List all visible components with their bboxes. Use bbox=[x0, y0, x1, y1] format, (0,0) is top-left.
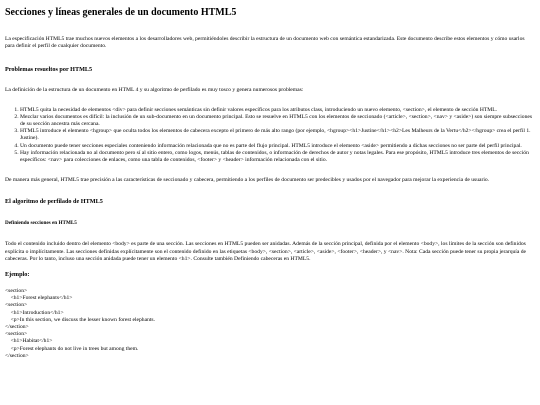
defining-sections-heading: Definiendo secciones en HTML5 bbox=[5, 220, 77, 227]
code-line: <section> bbox=[5, 302, 28, 309]
code-line: </section> bbox=[5, 352, 29, 359]
example-heading: Ejemplo: bbox=[5, 271, 30, 279]
problems-list bbox=[5, 107, 534, 165]
problems-intro-paragraph: La definición de la estructura de un documento en HTML 4 y su algoritmo de perfilado es muy tosco y genera numerosos problemas: bbox=[5, 87, 304, 94]
problems-heading: Problemas resueltos por HTML5 bbox=[5, 66, 93, 74]
code-line: <h1>Introduction</h1> bbox=[5, 309, 64, 316]
summary-paragraph: De manera más general, HTML5 trae precisión a las características de seccionado y cabecera, permitiendo a los perfiles de documento ser predecibles y usados por el navegador para mejorar la experiencia de usuario. bbox=[5, 177, 490, 184]
algorithm-heading: El algoritmo de perfilado de HTML5 bbox=[5, 198, 103, 206]
intro-paragraph: La especificación HTML5 trae muchos nuevos elementos a los desarrolladores web, permitiéndoles describir la estructura de un documento web con semántica estandarizada. Este documento describe estos elementos y cómo usarlos para definir el perfil de cualquier documento. bbox=[5, 36, 525, 50]
code-example bbox=[5, 288, 534, 360]
list-item: 1. HTML5 quita la necesidad de elementos <div> para definir secciones semánticas sin definir valores específicos para los atributos class, introduciendo un nuevo elemento, <section>, el elemento de sección HTML. bbox=[20, 107, 534, 114]
list-item: 3. HTML5 introduce el elemento <hgroup> que oculta todos los elementos de cabecera excepto el primero de más alto rango (por ejemplo, <hgroup><h1>Justine</h1><h2>Les Malheurs de la Vertu</h2></hgroup> crea el perfil 1. Justine). bbox=[20, 128, 534, 142]
code-line: <h1>Habitat</h1> bbox=[5, 338, 53, 345]
list-item: 4. Un documento puede tener secciones especiales conteniendo información relacionada que no es parte del flujo principal. HTML5 introduce el elemento <aside> permitiendo a dichas secciones no ser parte del perfil principal. bbox=[20, 143, 534, 150]
code-line: </section> bbox=[5, 324, 29, 331]
code-line: <p>In this section, we discuss the lesser known forest elephants. bbox=[5, 316, 156, 323]
defining-sections-paragraph: Todo el contenido incluido dentro del elemento <body> es parte de una sección. Las secciones en HTML5 pueden ser anidadas. Además de la sección principal, definida por el elemento <body>, los límites de la sección son definidos explícita o implícitamente. Las secciones definidas explícitamente son el contenido definido en las etiquetas <body>, <section>, <article>, <aside>, <footer>, <header>, y <nav>. Nota: Cada sección puede tener su propia jerarquía de cabeceras. Por lo tanto, incluso una sección anidada puede tener un elemento <h1>. Consulte también Definiendo cabeceras en HTML5. bbox=[5, 241, 527, 262]
code-line: <section> bbox=[5, 331, 28, 338]
list-item: 5. Hay información relacionada no al documento pero sí al sitio entero, como logos, menús, tablas de contenidos, o información de derechos de autor y notas legales. Para ese propósito, HTML5 introduce tres elementos de sección específicos: <nav> para colecciones de enlaces, como una tabla de contenidos, <footer> y <header> información relacionada con el sitio. bbox=[20, 150, 534, 164]
code-line: <p>Forest elephants do not live in trees but among them. bbox=[5, 345, 139, 352]
code-line: <h1>Forest elephants</h1> bbox=[5, 295, 73, 302]
code-line: <section> bbox=[5, 288, 28, 295]
list-item: 2. Mezclar varios documentos es difícil: la inclusión de un sub-documento en un documento principal. Esto se resuelve en HTML5 con los elementos de seccionado (<article>, <section>, <nav> y <aside>) son siempre subsecciones de su sección ancestra más cercana. bbox=[20, 114, 534, 128]
page-title: Secciones y líneas generales de un documento HTML5 bbox=[5, 7, 237, 18]
